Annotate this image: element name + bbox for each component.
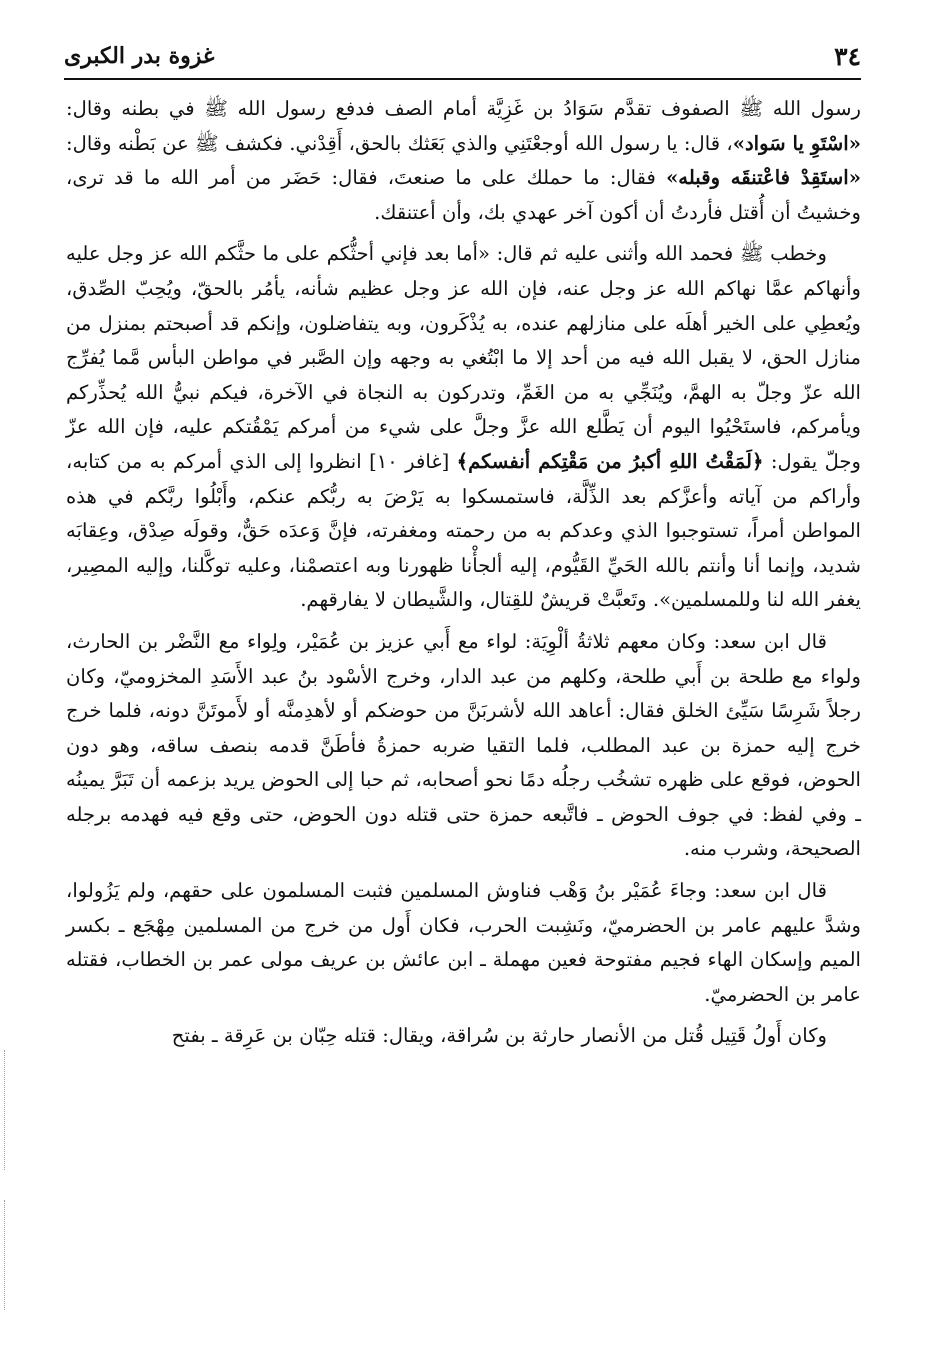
- paragraph: [66, 237, 861, 618]
- scan-edge-mark: [4, 1200, 11, 1310]
- running-title: غزوة بدر الكبرى: [64, 43, 215, 69]
- text-segment: وكان أَولُ قَتِيل قُتل من الأنصار حارثة بن سُراقة، ويقال: قتله حِبّان بن عَرِقة ـ بفتح: [171, 1024, 827, 1048]
- paragraph: [66, 625, 861, 867]
- page-body: [66, 92, 861, 1335]
- paragraph: [66, 874, 861, 1012]
- text-segment: رسول الله ﷺ الصفوف تقدَّم سَوَادُ بن غَزِيَّة أمام الصف فدفع رسول الله ﷺ في بطنه وقال:: [66, 97, 861, 120]
- text-segment: قال ابن سعد: وجاءَ عُمَيْر بنُ وَهْب فناوش المسلمين فثبت المسلمون على حقهم، ولم يَزُولوا، وشدَّ عليهم عامر بن الحضرميّ، ونَشِبت الحرب، فكان أَول من خرج من المسلمين مِهْجَع ـ بكسر الميم وإسكان الهاء فجيم مفتوحة فعين مهملة ـ ابن عائش بن عريف مولى عمر بن الخطاب، فقتله عامر بن الحضرميّ.: [66, 879, 861, 1006]
- paragraph: [66, 1019, 861, 1054]
- text-segment: ، قال: يا رسول الله أوجعْتَنِي والذي بَعَثك بالحق، أَقِدْني. فكشف ﷺ عن بَطْنه وقال:: [66, 131, 733, 155]
- text-segment: [غافر ١٠] انظروا إلى الذي أمركم به من كتابه، وأراكم من آياته وأعزَّكم بعد الذِّلَّة، فاستمسكوا به يَرْضَ به ربُّكم عنكم، وأَبْلُوا ربَّكم في هذه المواطن أمراً، تستوجبوا الذي وعدكم به من رحمته ومغفرته، فإنَّ وَعدَه حَقٌّ، وقولَه صِدْق، وعِقابَه شديد، وإنما أنا وأنتم بالله الحَيِّ القَيُّوم، إليه ألجأْنا ظهورنا وبه اعتصمْنا، وعليه توكَّلنا، وإليه المصِير، يغفر الله لنا وللمسلمين». وتَعبَّتْ قريشٌ للقِتال، والشَّيطان لا يفارقهم.: [66, 449, 861, 612]
- text-segment: فقال: ما حملك على ما صنعتَ، فقال: حَضَر من أمر الله ما قد ترى، وخشيتُ أن أُقتل فأردتُ أن أكون آخر عهدي بك، وأن أعتنقك.: [66, 166, 861, 224]
- scan-edge-mark: [4, 1050, 11, 1170]
- paragraph: [66, 92, 861, 230]
- text-segment: قال ابن سعد: وكان معهم ثلاثةُ ألْوِيَة: لواء مع أَبي عزيز بن عُمَيْر، ولِواء مع النَّضْر بن الحارث، ولواء مع طلحة بن أَبي طلحة، وكلهم من عبد الدار، وخرج الأسْود بنُ عبد الأَسَدِ المخزوميّ، وكان رجلاً شَرِسًا سَيِّئ الخلق فقال: أعاهد الله لأشربَنَّ من حوضكم أو لأهدِمنَّه أو لأَموتَنَّ دونه، فلما خرج خرج إليه حمزة بن عبد المطلب، فلما التقيا ضربه حمزةُ فأطَنَّ قدمه بنصف ساقه، وهو دون الحوض، فوقع على ظهره تشخُب رجلُه دمًا نحو أصحابه، ثم حبا إلى الحوض يريد بزعمه أن تَبَرَّ يمينُه ـ وفي لفظ: في جوف الحوض ـ فاتَّبعه حمزة حتى قتله دون الحوض، حتى وقع فيه فهدمه برجله الصحيحة، وشرب منه.: [66, 629, 861, 861]
- hadith-quote: «اسْتَوِ يا سَواد»: [732, 131, 861, 155]
- hadith-quote: «استَقِدْ فاعْتنقَه وقبله»: [666, 166, 861, 190]
- quran-verse: ﴿لَمَقْتُ اللهِ أكبرُ من مَقْتِكم أنفسكم﴾: [456, 449, 764, 473]
- page-header: [64, 34, 861, 80]
- text-segment: «أما بعد فإني أحثُّكم على ما حثَّكم الله عز وجل عليه وأنهاكم عمَّا نهاكم الله عز وجل عنه، فإن الله عز وجل عظيم شأنه، يأمُر بالحقّ، ويُحِبّ الصِّدق، ويُعطِي على الخير أهلَه على منازلهم عنده، به يُذْكَرون، وبه يتفاضلون، وإنكم قد أصبحتم بمنزل من منازل الحق، لا يقبل الله فيه من أحد إلا ما ابْتُغي به وجهه وإن الصَّبر في مواطن البأس مَّما يُفرِّج الله عزّ وجلّ به الهمَّ، ويُنَجِّي به من الغَمِّ، وتدركون به النجاة في الآخرة، فيكم نبيُّ الله يُحذِّركم ويأمركم، فاستَحْيُوا اليوم أن يَطَّلع الله عزَّ وجلَّ على شيء من أمركم يَمْقُتكم عليه، فإن الله عزّ وجلّ يقول:: [66, 242, 861, 473]
- page-number: ٣٤: [834, 41, 861, 71]
- text-segment: وخطب ﷺ فحمد الله وأثنى عليه ثم قال:: [490, 242, 827, 266]
